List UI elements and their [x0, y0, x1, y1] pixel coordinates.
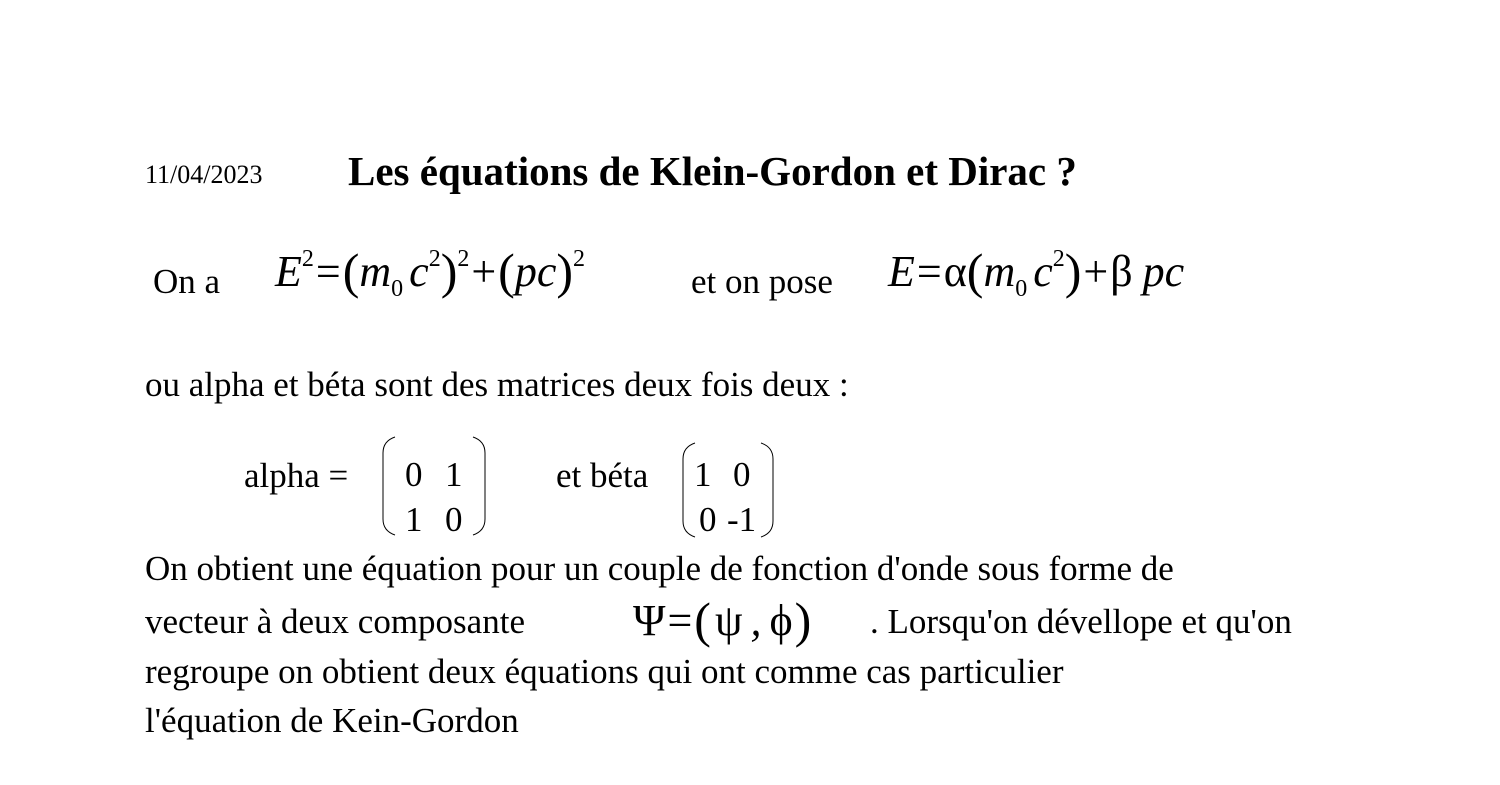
paragraph-line-1: On obtient une équation pour un couple de fonction d'onde sous forme de: [145, 549, 1174, 588]
wavefunction-equation: [633, 589, 811, 647]
eq2-lparen: (: [966, 243, 984, 299]
page-title: Les équations de Klein-Gordon et Dirac ?: [348, 148, 1077, 194]
matrices-intro-text: ou alpha et béta sont des matrices deux fois deux :: [145, 365, 849, 404]
psi-comma: ,: [750, 596, 762, 645]
alpha-matrix-brackets: [381, 435, 489, 537]
eq2-m: m: [983, 247, 1016, 296]
eq1-m: m: [359, 247, 392, 296]
beta-cell-1-0: 0: [699, 500, 717, 539]
eq2-beta: β: [1110, 247, 1133, 296]
psi-lparen: (: [694, 592, 711, 648]
beta-cell-1-1: -1: [727, 500, 757, 539]
alpha-label: alpha =: [244, 456, 349, 495]
eq1-rparen-1: ): [440, 243, 458, 299]
eq1-paren-exponent-2: 2: [573, 246, 586, 272]
eq2-c-exponent: 2: [1052, 246, 1065, 272]
eq1-lparen-2: (: [498, 243, 515, 299]
eq1-E: E: [275, 247, 302, 296]
eq1-E-exponent: 2: [301, 246, 314, 272]
beta-cell-0-0: 1: [694, 455, 712, 494]
beta-label: et béta: [556, 456, 649, 495]
eq1-c: c: [409, 247, 429, 296]
beta-cell-0-1: 0: [733, 455, 751, 494]
eq1-c-exponent: 2: [428, 246, 441, 272]
paragraph-line-2b: . Lorsqu'on dévellope et qu'on: [870, 602, 1292, 641]
alpha-cell-1-0: 1: [405, 500, 423, 539]
eq2-m-subscript: 0: [1015, 276, 1028, 302]
et-on-pose-text: et on pose: [691, 262, 833, 301]
eq1-rparen-2: ): [556, 243, 574, 299]
alpha-cell-0-1: 1: [445, 455, 463, 494]
alpha-cell-1-1: 0: [445, 500, 463, 539]
eq2-E: E: [888, 247, 915, 296]
eq1-plus: +: [471, 247, 497, 296]
on-a-text: On a: [153, 262, 221, 301]
psi-small: ψ: [714, 596, 743, 645]
beta-matrix: [681, 441, 775, 539]
eq2-rparen: ): [1064, 243, 1082, 299]
psi-capital: Ψ: [633, 596, 666, 645]
alpha-cell-0-0: 0: [405, 455, 423, 494]
eq2-plus: +: [1083, 247, 1109, 296]
psi-equals: =: [667, 596, 693, 645]
alpha-matrix: [381, 435, 485, 539]
date: 11/04/2023: [145, 160, 263, 189]
eq2-pc: pc: [1142, 247, 1185, 296]
paragraph-line-2a: vecteur à deux composante: [145, 602, 525, 641]
eq1-equals: =: [315, 247, 341, 296]
eq1-pc: pc: [514, 247, 557, 296]
paragraph-line-3: regroupe on obtient deux équations qui ont comme cas particulier: [145, 652, 1064, 691]
phi-symbol: ϕ: [769, 596, 793, 645]
eq1-paren-exponent-1: 2: [457, 246, 470, 272]
energy-momentum-equation: [275, 240, 586, 302]
psi-rparen: ): [794, 592, 812, 648]
eq1-m-subscript: 0: [391, 276, 404, 302]
eq2-equals: =: [916, 247, 942, 296]
eq2-c: c: [1033, 247, 1053, 296]
eq2-alpha: α: [943, 247, 967, 296]
eq1-lparen-1: (: [342, 243, 360, 299]
paragraph-line-4: l'équation de Kein-Gordon: [145, 701, 519, 740]
dirac-ansatz-equation: [888, 240, 1185, 302]
